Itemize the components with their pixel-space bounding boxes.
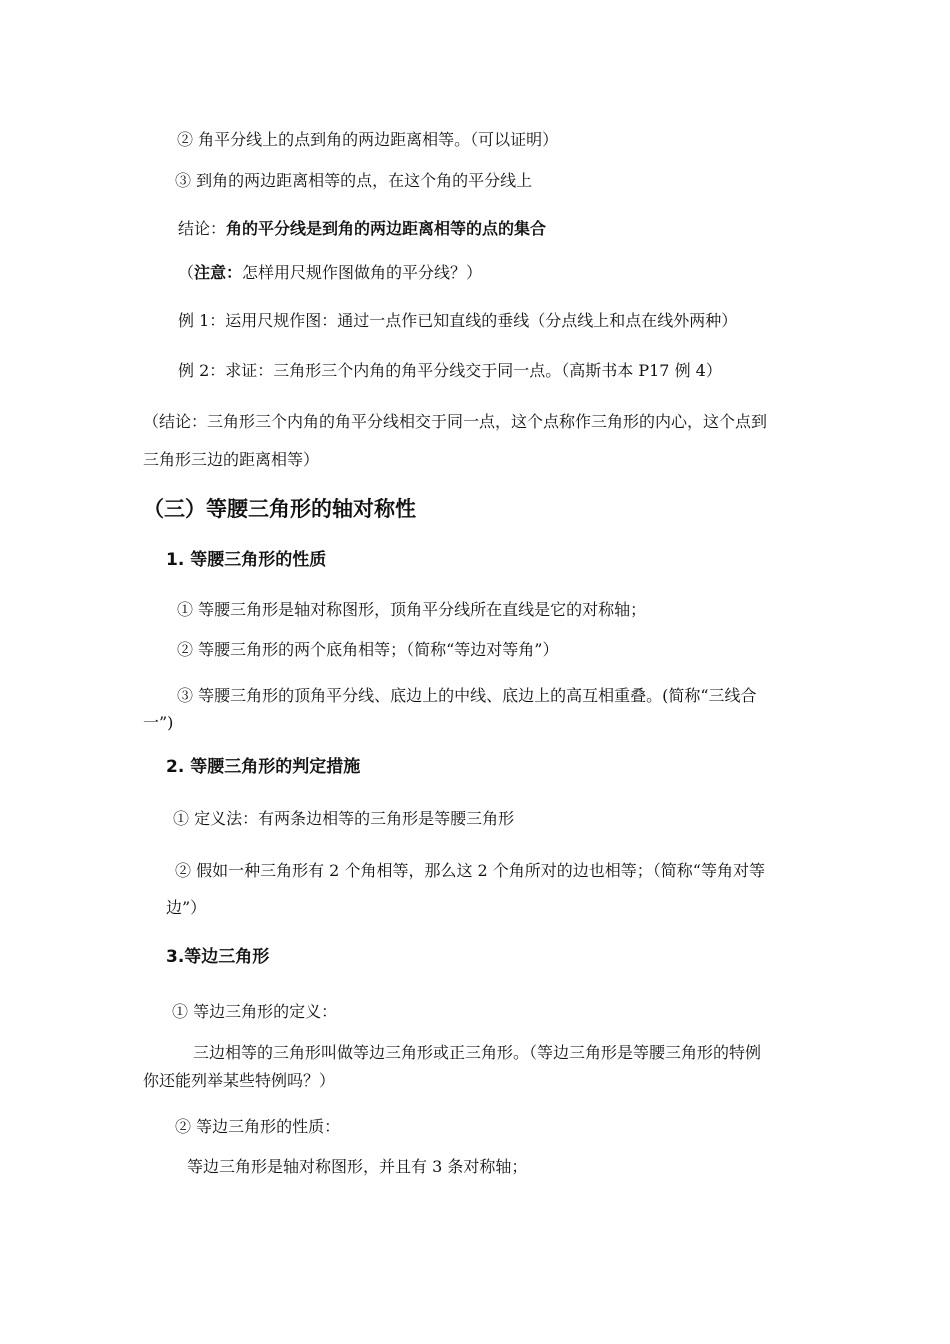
- equilateral-definition-label: ① 等边三角形的定义：: [172, 1002, 338, 1021]
- example-1: 例 1：运用尺规作图：通过一点作已知直线的垂线（分点线上和点在线外两种）: [178, 311, 738, 330]
- section-3-heading: （三）等腰三角形的轴对称性: [143, 497, 416, 521]
- angle-bisector-property-2: ② 角平分线上的点到角的两边距离相等。（可以证明）: [177, 130, 559, 149]
- example-2: 例 2：求证：三角形三个内角的角平分线交于同一点。（高斯书本 P17 例 4）: [178, 361, 722, 380]
- note-open-paren: （: [178, 263, 195, 282]
- isosceles-criterion-2-line-2: 边”）: [166, 898, 207, 917]
- conclusion-text: 角的平分线是到角的两边距离相等的点的集合: [226, 219, 547, 238]
- isosceles-property-2: ② 等腰三角形的两个底角相等；（简称“等边对等角”）: [177, 640, 559, 659]
- equilateral-definition-line-1: 三边相等的三角形叫做等边三角形或正三角形。（等边三角形是等腰三角形的特例: [193, 1043, 762, 1062]
- equilateral-property-text: 等边三角形是轴对称图形，并且有 3 条对称轴；: [187, 1157, 528, 1176]
- incenter-conclusion-line-1: （结论：三角形三个内角的角平分线相交于同一点，这个点称作三角形的内心，这个点到: [143, 412, 768, 431]
- conclusion-label: 结论：: [178, 219, 227, 238]
- note-text: 怎样用尺规作图做角的平分线？）: [242, 263, 483, 282]
- isosceles-criteria-heading: 2. 等腰三角形的判定措施: [166, 757, 361, 777]
- equilateral-definition-line-2: 你还能列举某些特例吗？）: [143, 1071, 336, 1090]
- isosceles-criterion-1: ① 定义法：有两条边相等的三角形是等腰三角形: [173, 809, 515, 828]
- angle-bisector-conclusion: [178, 219, 546, 239]
- incenter-conclusion-line-2: 三角形三边的距离相等）: [143, 450, 320, 469]
- isosceles-property-3-line-2: 一”): [143, 713, 174, 732]
- isosceles-properties-heading: 1. 等腰三角形的性质: [166, 550, 327, 570]
- isosceles-criterion-2-line-1: ② 假如一种三角形有 2 个角相等，那么这 2 个角所对的边也相等；（简称“等角对等: [175, 861, 765, 880]
- note-label: 注意：: [194, 263, 243, 282]
- angle-bisector-property-3: ③ 到角的两边距离相等的点，在这个角的平分线上: [175, 171, 533, 190]
- equilateral-heading: 3.等边三角形: [166, 947, 270, 967]
- isosceles-property-3-line-1: ③ 等腰三角形的顶角平分线、底边上的中线、底边上的高互相重叠。(简称“三线合: [177, 686, 757, 705]
- note-line: [178, 263, 482, 283]
- isosceles-property-1: ① 等腰三角形是轴对称图形，顶角平分线所在直线是它的对称轴；: [177, 600, 647, 619]
- equilateral-properties-label: ② 等边三角形的性质：: [175, 1117, 341, 1136]
